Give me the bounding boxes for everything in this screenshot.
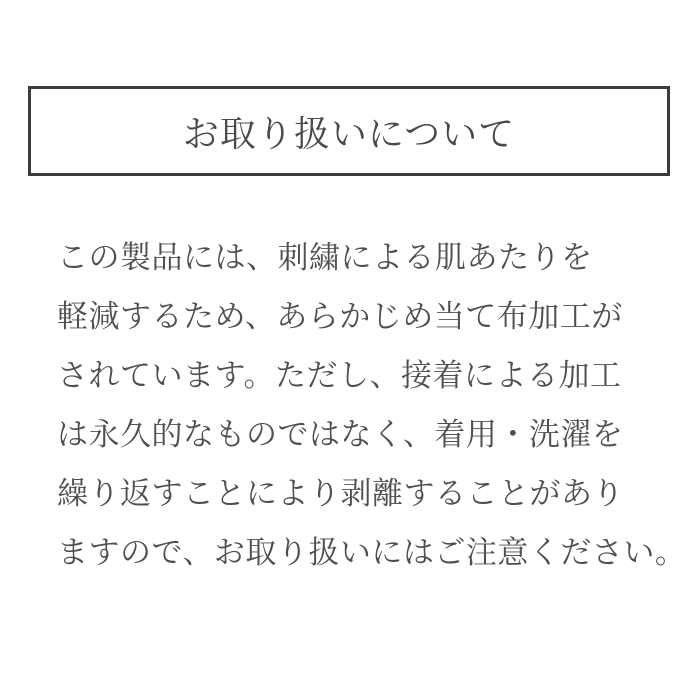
body-line-1: この製品には、刺繍による肌あたりを xyxy=(57,240,593,275)
handling-body xyxy=(57,228,687,582)
body-line-5: 繰り返すことにより剥離することがあり xyxy=(57,476,624,511)
handling-title-box xyxy=(28,86,670,176)
body-line-4: は永久的なものではなく、着用・洗濯を xyxy=(57,417,624,452)
body-line-6: ますので、お取り扱いにはご注意ください。 xyxy=(57,535,687,570)
body-line-3: されています。ただし、接着による加工 xyxy=(57,358,622,393)
body-line-2: 軽減するため、あらかじめ当て布加工が xyxy=(57,299,623,334)
handling-title: お取り扱いについて xyxy=(182,112,516,154)
